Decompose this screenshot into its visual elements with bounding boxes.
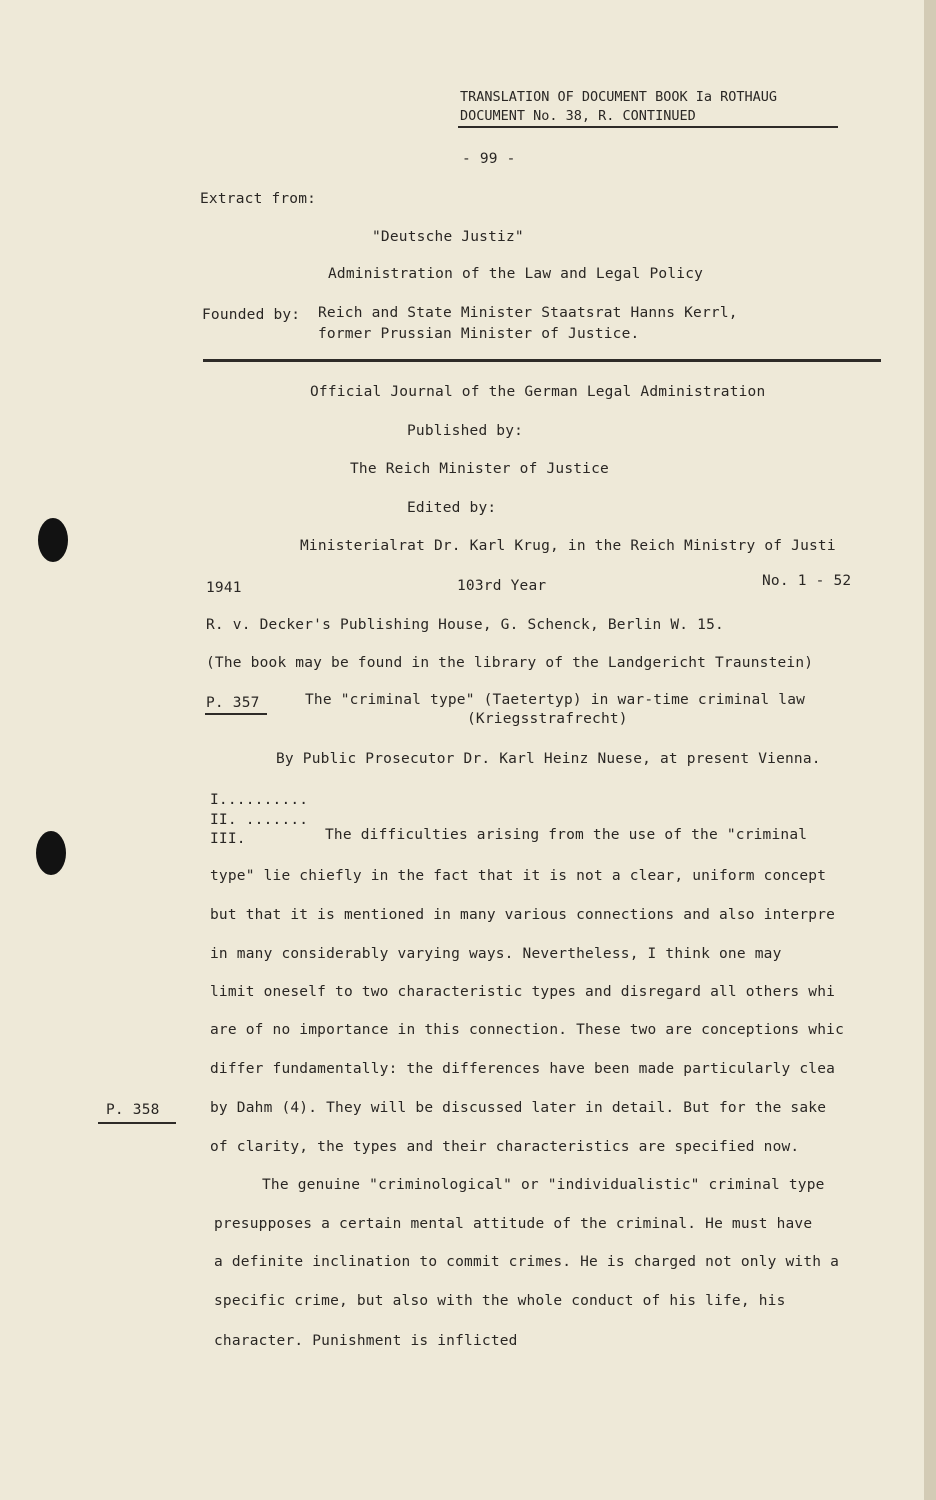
body-line: by Dahm (4). They will be discussed later in detail. But for the sake bbox=[210, 1100, 827, 1116]
body-line: type" lie chiefly in the fact that it is not a clear, uniform concept bbox=[210, 868, 827, 884]
body-line: The difficulties arising from the use of the "criminal bbox=[325, 827, 808, 843]
issue-numbers: No. 1 - 52 bbox=[762, 573, 852, 589]
library-note: (The book may be found in the library of the Landgericht Traunstein) bbox=[206, 655, 814, 671]
page-ref-358-underline bbox=[98, 1122, 176, 1124]
journal-title: "Deutsche Justiz" bbox=[372, 229, 524, 245]
punch-hole-bottom bbox=[36, 831, 66, 875]
section-3: III. bbox=[210, 831, 246, 847]
founded-line-1: Reich and State Minister Staatsrat Hanns Kerrl, bbox=[318, 305, 738, 321]
body-line: The genuine "criminological" or "individualistic" criminal type bbox=[262, 1177, 825, 1193]
body-line: specific crime, but also with the whole conduct of his life, his bbox=[214, 1293, 786, 1309]
founded-label: Founded by: bbox=[202, 307, 301, 323]
body-line: in many considerably varying ways. Nevertheless, I think one may bbox=[210, 946, 782, 962]
published-by: Published by: bbox=[407, 423, 524, 439]
author: By Public Prosecutor Dr. Karl Heinz Nuese, at present Vienna. bbox=[276, 751, 821, 767]
editor: Ministerialrat Dr. Karl Krug, in the Reich Ministry of Justi bbox=[300, 538, 836, 554]
page-ref-358: P. 358 bbox=[106, 1102, 160, 1118]
publisher: R. v. Decker's Publishing House, G. Schenck, Berlin W. 15. bbox=[206, 617, 724, 633]
page-edge bbox=[924, 0, 936, 1500]
header-line-2: DOCUMENT No. 38, R. CONTINUED bbox=[460, 108, 696, 124]
article-title-2: (Kriegsstrafrecht) bbox=[467, 711, 628, 727]
body-line: character. Punishment is inflicted bbox=[214, 1333, 518, 1349]
official-journal: Official Journal of the German Legal Administration bbox=[310, 384, 766, 400]
reich-minister: The Reich Minister of Justice bbox=[350, 461, 609, 477]
section-1: I.......... bbox=[210, 792, 309, 808]
body-line: but that it is mentioned in many various connections and also interpre bbox=[210, 907, 836, 923]
body-line: of clarity, the types and their characteristics are specified now. bbox=[210, 1139, 800, 1155]
journal-subtitle: Administration of the Law and Legal Policy bbox=[328, 266, 704, 282]
page-ref-357-underline bbox=[205, 713, 267, 715]
body-line: are of no importance in this connection. These two are conceptions whic bbox=[210, 1022, 845, 1038]
header-underline bbox=[458, 126, 838, 128]
body-line: a definite inclination to commit crimes. He is charged not only with a bbox=[214, 1254, 840, 1270]
founded-line-2: former Prussian Minister of Justice. bbox=[318, 326, 640, 342]
punch-hole-top bbox=[38, 518, 68, 562]
header-line-1: TRANSLATION OF DOCUMENT BOOK Ia ROTHAUG bbox=[460, 89, 777, 105]
extract-from: Extract from: bbox=[200, 191, 317, 207]
article-title-1: The "criminal type" (Taetertyp) in war-time criminal law bbox=[305, 692, 806, 708]
page-number: - 99 - bbox=[462, 151, 516, 167]
section-divider bbox=[203, 359, 881, 362]
body-line: differ fundamentally: the differences have been made particularly clea bbox=[210, 1061, 836, 1077]
body-line: presupposes a certain mental attitude of the criminal. He must have bbox=[214, 1216, 813, 1232]
edited-by: Edited by: bbox=[407, 500, 497, 516]
year: 1941 bbox=[206, 580, 242, 596]
section-2: II. ....... bbox=[210, 812, 309, 828]
page-ref-357: P. 357 bbox=[206, 695, 260, 711]
year-number: 103rd Year bbox=[457, 578, 547, 594]
body-line: limit oneself to two characteristic types and disregard all others whi bbox=[210, 984, 836, 1000]
